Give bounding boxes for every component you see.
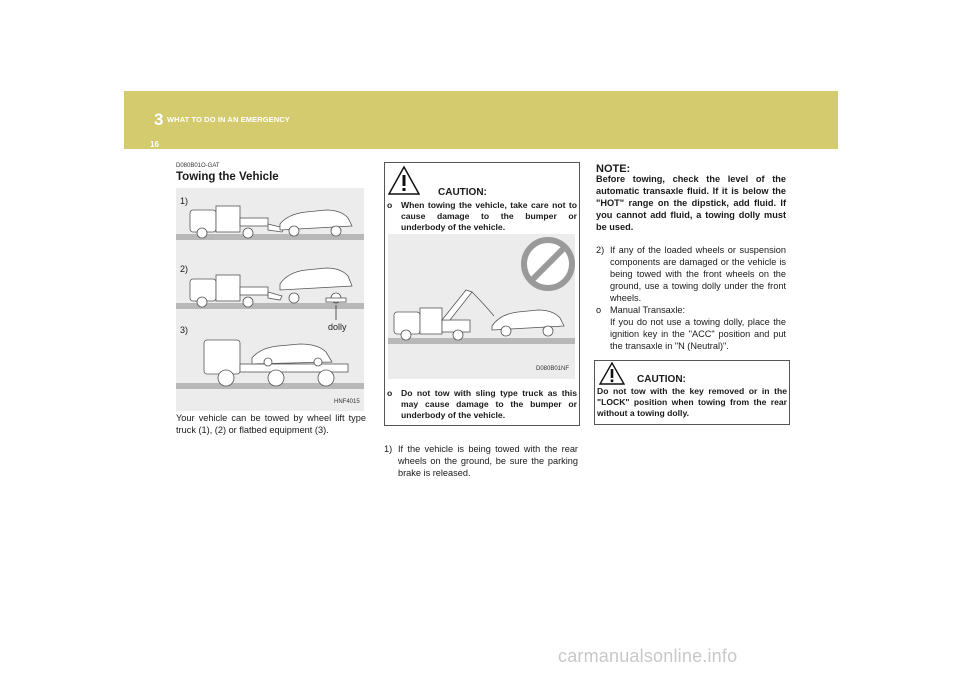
section-code: D080B01O-GAT xyxy=(176,163,220,169)
figure-label-2: 2) xyxy=(180,264,189,274)
towing-methods-drawing xyxy=(176,188,364,411)
caution-body-2: Do not tow with the key removed or in the "LOCK" position when towing from the rear without a towing dolly. xyxy=(597,386,787,418)
caution-title-2: CAUTION: xyxy=(637,374,686,385)
figure-label-1: 1) xyxy=(180,196,189,206)
figure-code-2: D080B01NF xyxy=(536,366,570,372)
warning-triangle-icon xyxy=(388,166,420,196)
note-body: Before towing, check the level of the automatic transaxle fluid. If it is below the "HOT" range on the dipstick, add fluid. If you cannot add fluid, a towing dolly must be used. xyxy=(596,174,786,232)
manual-transaxle-body: If you do not use a towing dolly, place the ignition key in the "ACC" position and put the transaxle in "N (Neutral)". xyxy=(610,317,786,351)
figure-code: HNF4015 xyxy=(334,399,360,405)
page-number: 16 xyxy=(150,140,159,149)
section-title: Towing the Vehicle xyxy=(176,171,279,183)
chapter-title: WHAT TO DO IN AN EMERGENCY xyxy=(167,115,290,124)
watermark: carmanualsonline.info xyxy=(558,646,738,666)
note-title: NOTE: xyxy=(596,163,631,175)
figure-label-3: 3) xyxy=(180,325,189,335)
towing-intro-text: Your vehicle can be towed by wheel lift type truck (1), (2) or flatbed equipment (3). xyxy=(176,413,366,435)
prohibited-icon xyxy=(524,240,572,288)
sling-truck-illustration xyxy=(388,234,575,379)
manual-transaxle-title: Manual Transaxle: xyxy=(610,305,686,315)
caution-title: CAUTION: xyxy=(438,187,487,198)
chapter-number: 3 xyxy=(154,110,164,129)
towing-methods-illustration xyxy=(176,188,364,411)
warning-triangle-icon-2 xyxy=(599,362,625,386)
dolly-label: dolly xyxy=(328,322,347,332)
sling-truck-drawing xyxy=(388,234,575,379)
